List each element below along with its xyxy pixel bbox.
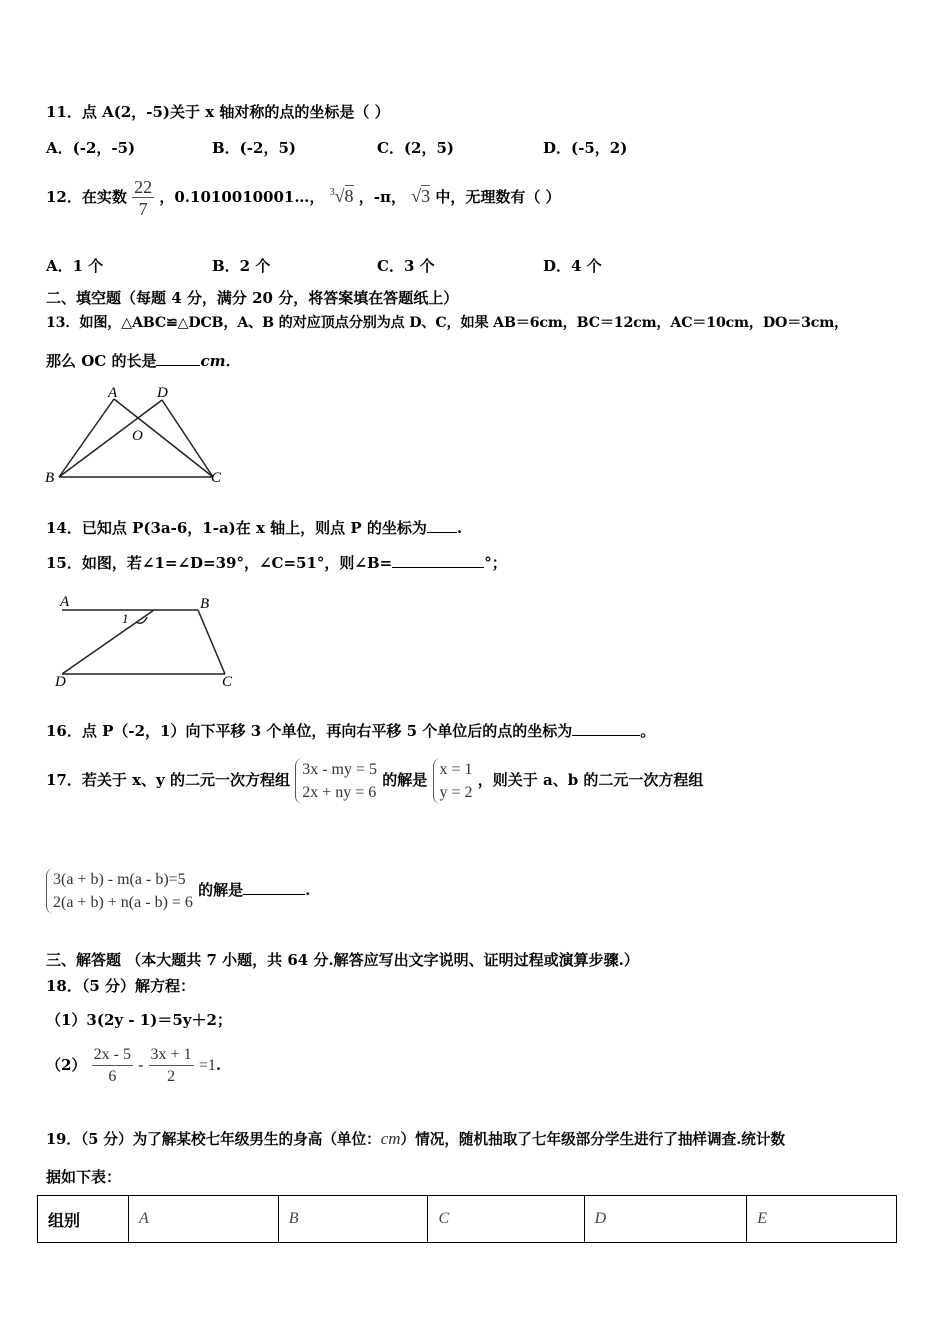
q18-end: . bbox=[215, 1056, 222, 1074]
q12-prefix: 12．在实数 bbox=[46, 188, 127, 206]
q15-segment-dx bbox=[62, 610, 154, 674]
q18-part2-label: （2） bbox=[46, 1056, 87, 1074]
q13-figure bbox=[40, 380, 240, 490]
q12-sqrt-radicand: 3 bbox=[421, 186, 431, 206]
q11-option-d: D．(-5，2) bbox=[543, 139, 628, 157]
q15-figure bbox=[50, 590, 250, 690]
q17-eq3: 3(a + b) - m(a - b)=5 bbox=[53, 871, 186, 888]
q16-post: 。 bbox=[640, 722, 656, 740]
q13-label-o: O bbox=[132, 428, 143, 444]
q18-fraction-1 bbox=[92, 1045, 133, 1088]
q14-pre: 14．已知点 P(3a-6，1-a)在 x 轴上，则点 P 的坐标为 bbox=[46, 519, 427, 537]
q18-f2-num: 3x + 1 bbox=[149, 1045, 194, 1066]
q15-label-b: B bbox=[200, 596, 210, 612]
q12-stem bbox=[46, 170, 561, 220]
q17-line1 bbox=[46, 752, 703, 808]
q15-segment-bc bbox=[198, 610, 225, 674]
q11-option-c: C．(2，5) bbox=[377, 139, 455, 157]
q12-cbrt-radicand: 8 bbox=[344, 186, 354, 206]
q17-pre: 17．若关于 x、y 的二元一次方程组 bbox=[46, 771, 290, 789]
q17-mid: 的解是 bbox=[382, 771, 428, 789]
q11-option-b: B．(-2，5) bbox=[212, 139, 296, 157]
q15-answer-blank[interactable] bbox=[392, 553, 484, 568]
q18-minus: - bbox=[138, 1056, 144, 1074]
section2-title: 二、填空题（每题 4 分，满分 20 分，将答案填在答题纸上） bbox=[46, 289, 459, 307]
q12-option-a: A．1 个 bbox=[46, 257, 104, 275]
q18-f1-den: 6 bbox=[108, 1067, 117, 1085]
q11-option-a: A．(-2，-5) bbox=[46, 139, 136, 157]
table-cell-a: A bbox=[129, 1196, 279, 1243]
q14-answer-blank[interactable] bbox=[427, 518, 457, 533]
q16-pre: 16．点 P（-2，1）向下平移 3 个单位，再向右平移 5 个单位后的点的坐标为 bbox=[46, 722, 573, 740]
q17-line2 bbox=[46, 862, 310, 918]
q18-part1: （1）3(2y - 1)＝5y＋2； bbox=[46, 1011, 232, 1029]
q11-stem: 11．点 A(2，-5)关于 x 轴对称的点的坐标是（ ） bbox=[46, 103, 390, 121]
q17-eq4: 2(a + b) + n(a - b) = 6 bbox=[53, 894, 193, 911]
q12-option-b: B．2 个 bbox=[212, 257, 271, 275]
q18-f1-num: 2x - 5 bbox=[92, 1045, 133, 1066]
q13-line2-post: cm． bbox=[200, 352, 241, 370]
q17-tail-pre: 的解是 bbox=[198, 881, 244, 899]
q15-post: °； bbox=[484, 554, 507, 572]
table-cell-d: D bbox=[584, 1196, 747, 1243]
q15 bbox=[46, 553, 507, 573]
q12-cbrt-index: 3 bbox=[329, 187, 335, 198]
q13-answer-blank[interactable] bbox=[156, 351, 200, 366]
q16 bbox=[46, 721, 655, 741]
q12-mid: ，0.1010010001…， bbox=[159, 188, 325, 206]
q19-table bbox=[37, 1195, 897, 1243]
table-cell-e: E bbox=[747, 1196, 897, 1243]
q18-fraction-2 bbox=[149, 1045, 194, 1088]
q12-frac-num: 22 bbox=[134, 176, 153, 197]
q14-post: . bbox=[456, 519, 463, 537]
q18-part2 bbox=[46, 1040, 221, 1091]
table-cell-c: C bbox=[428, 1196, 584, 1243]
q12-mid2: ，-π， bbox=[358, 188, 406, 206]
table-row bbox=[38, 1196, 897, 1243]
q17-answer-blank[interactable] bbox=[243, 880, 305, 895]
q13-label-b: B bbox=[45, 470, 55, 486]
q19-unit: cm bbox=[380, 1129, 401, 1148]
q13-label-c: C bbox=[211, 470, 222, 486]
q19-line2: 据如下表： bbox=[46, 1168, 122, 1186]
section3-title: 三、解答题 （本大题共 7 小题，共 64 分.解答应写出文字说明、证明过程或演算步骤.） bbox=[46, 951, 639, 969]
q15-label-1: 1 bbox=[122, 611, 129, 626]
q17-system-2 bbox=[46, 868, 193, 914]
q13-label-a: A bbox=[108, 385, 118, 401]
q17-sol2: y = 2 bbox=[439, 784, 473, 801]
q13-segment-ac bbox=[114, 399, 213, 477]
q14 bbox=[46, 518, 462, 538]
q12-suffix: 中，无理数有（ ） bbox=[435, 188, 561, 206]
q15-pre: 15．如图，若∠1=∠D=39°，∠C=51°，则∠B= bbox=[46, 554, 393, 572]
q13-segment-dc bbox=[162, 400, 213, 477]
q15-label-a: A bbox=[60, 594, 70, 610]
q13-line2-pre: 那么 OC 的长是 bbox=[46, 352, 157, 370]
q19-stem-post: ）情况，随机抽取了七年级部分学生进行了抽样调查.统计数 bbox=[400, 1131, 786, 1148]
table-cell-b: B bbox=[278, 1196, 428, 1243]
q16-answer-blank[interactable] bbox=[572, 721, 640, 736]
q17-eq2: 2x + ny = 6 bbox=[302, 784, 377, 801]
q13-line1: 13．如图，△ABC≌△DCB，A、B 的对应顶点分别为点 D、C，如果 AB＝6cm，BC＝12cm，AC＝10cm，DO＝3cm， bbox=[46, 315, 849, 331]
q17-tail-post: . bbox=[305, 881, 311, 899]
q13-line2 bbox=[46, 351, 240, 371]
q12-frac-den: 7 bbox=[138, 198, 148, 219]
q17-post: ，则关于 a、b 的二元一次方程组 bbox=[477, 771, 704, 789]
q13-segment-ba bbox=[59, 399, 114, 477]
q19-stem bbox=[46, 1126, 785, 1153]
q17-system-1 bbox=[295, 758, 377, 804]
q19-stem-pre: 19．（5 分）为了解某校七年级男生的身高（单位： bbox=[46, 1131, 381, 1148]
q17-eq1: 3x - my = 5 bbox=[302, 761, 378, 778]
q12-cbrt: $^3$√8 bbox=[329, 186, 354, 206]
q17-sol1: x = 1 bbox=[439, 761, 473, 778]
q13-label-d: D bbox=[157, 385, 168, 401]
q12-option-c: C．3 个 bbox=[377, 257, 435, 275]
q12-option-d: D．4 个 bbox=[543, 257, 602, 275]
q18-equals: =1 bbox=[198, 1057, 216, 1074]
q13-segment-bd bbox=[59, 400, 162, 477]
q18-stem: 18．（5 分）解方程： bbox=[46, 977, 196, 995]
q18-f2-den: 2 bbox=[167, 1067, 176, 1085]
q12-fraction bbox=[132, 177, 154, 220]
q17-solution bbox=[433, 758, 473, 804]
q12-sqrt: √3 bbox=[411, 186, 431, 206]
q15-label-d: D bbox=[55, 674, 66, 690]
q15-label-c: C bbox=[222, 674, 233, 690]
table-header-group: 组别 bbox=[38, 1196, 129, 1243]
